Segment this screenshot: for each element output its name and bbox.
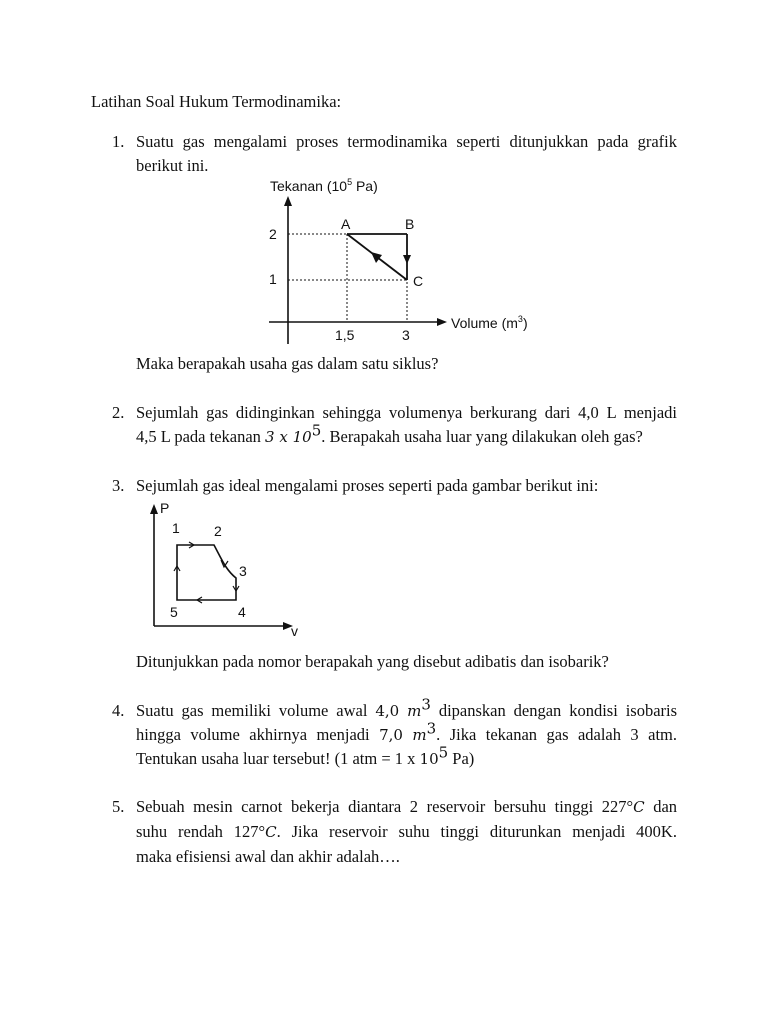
q5-line2-text-a: suhu rendah 127° xyxy=(136,822,266,841)
q2-number: 2. xyxy=(112,403,125,422)
q5-number: 5. xyxy=(112,797,125,816)
q4-conversion-math: $10^5$ xyxy=(419,743,449,768)
graph1-y-arrow xyxy=(284,196,292,206)
q4-line1 xyxy=(136,695,678,721)
graph2-point-4: 4 xyxy=(238,604,246,620)
q4-line1-text-b: dipanskan dengan kondisi isobaris xyxy=(438,701,678,720)
q2-pressure-math: 3 x 10 xyxy=(265,428,312,446)
q4-line3 xyxy=(136,743,475,769)
q1-question: Maka berapakah usaha gas dalam satu siklus? xyxy=(136,354,439,373)
q4-volume-final: 7,0 $m^3$ xyxy=(379,719,437,744)
graph2-point-3: 3 xyxy=(239,563,247,579)
q3-question: Ditunjukkan pada nomor berapakah yang disebut adibatis dan isobarik? xyxy=(136,652,609,671)
graph2-point-1: 1 xyxy=(172,520,180,536)
graph1-x-label: Volume $(m^3)$ xyxy=(451,314,528,331)
q1-line1: Suatu gas mengalami proses termodinamika seperti ditunjukkan pada grafik xyxy=(136,132,677,151)
q1-line2: berikut ini. xyxy=(136,156,209,175)
q4-line3-text-a: Tentukan usaha luar tersebut! (1 atm = 1 x xyxy=(136,749,416,768)
q2-line2-text-a: 4,5 L pada tekanan xyxy=(136,427,261,446)
graph2-x-label: v xyxy=(291,623,298,639)
q4-line3-text-b: Pa) xyxy=(452,749,475,768)
graph1-xtick-3: 3 xyxy=(402,327,410,343)
q5-line1-celsius: C xyxy=(633,798,645,816)
graph1-xtick-1-5: 1,5 xyxy=(335,327,355,343)
q5-line2-celsius: C xyxy=(265,823,277,841)
graph2-y-label: P xyxy=(160,500,170,516)
q5-line2 xyxy=(136,822,677,842)
q5-line1-text-b: dan xyxy=(653,797,678,816)
graph1-x-arrow xyxy=(437,318,447,326)
q4-number: 4. xyxy=(112,701,125,720)
graph1-point-a: A xyxy=(341,216,351,232)
graph2-y-arrow xyxy=(150,504,158,514)
pv-graph-abc xyxy=(255,172,555,350)
q4-volume-initial: 4,0 $m^3$ xyxy=(375,695,431,720)
q2-line2-text-b: . Berapakah usaha luar yang dilakukan oleh gas? xyxy=(321,427,643,446)
graph1-ytick-2: 2 xyxy=(269,226,277,242)
page-title: Latihan Soal Hukum Termodinamika: xyxy=(91,92,342,111)
q2-line2 xyxy=(136,421,643,447)
q4-line1-text-a: Suatu gas memiliki volume awal xyxy=(136,701,368,720)
graph1-arrow-ca xyxy=(371,252,382,263)
q5-line3: maka efisiensi awal dan akhir adalah…. xyxy=(136,847,400,866)
q2-pressure-exp: 5 xyxy=(311,421,322,440)
q5-line2-text-b: . Jika reservoir suhu tinggi diturunkan menjadi 400K. xyxy=(276,822,677,841)
graph1-y-label: Tekanan ($10^5$ Pa) xyxy=(270,177,378,194)
graph1-arrow-bc xyxy=(403,255,411,264)
q2-line1: Sejumlah gas didinginkan sehingga volumenya berkurang dari 4,0 L menjadi xyxy=(136,403,677,422)
q4-line2-text-a: hingga volume akhirnya menjadi xyxy=(136,725,370,744)
graph1-point-c: C xyxy=(413,273,424,289)
graph1-point-b: B xyxy=(405,216,415,232)
graph2-point-5: 5 xyxy=(170,604,178,620)
q5-line1 xyxy=(136,797,677,817)
graph2-point-2: 2 xyxy=(214,523,222,539)
q4-line2 xyxy=(136,719,677,745)
q3-line1: Sejumlah gas ideal mengalami proses seperti pada gambar berikut ini: xyxy=(136,476,599,495)
q5-line1-text-a: Sebuah mesin carnot bekerja diantara 2 reservoir bersuhu tinggi 227° xyxy=(136,797,634,816)
graph2-cycle-path xyxy=(177,545,236,600)
q4-line2-text-b: . Jika tekanan gas adalah 3 atm. xyxy=(436,725,677,744)
pv-graph-12345 xyxy=(140,498,310,640)
graph1-ytick-1: 1 xyxy=(269,271,277,287)
q3-number: 3. xyxy=(112,476,125,495)
q1-number: 1. xyxy=(112,132,125,151)
